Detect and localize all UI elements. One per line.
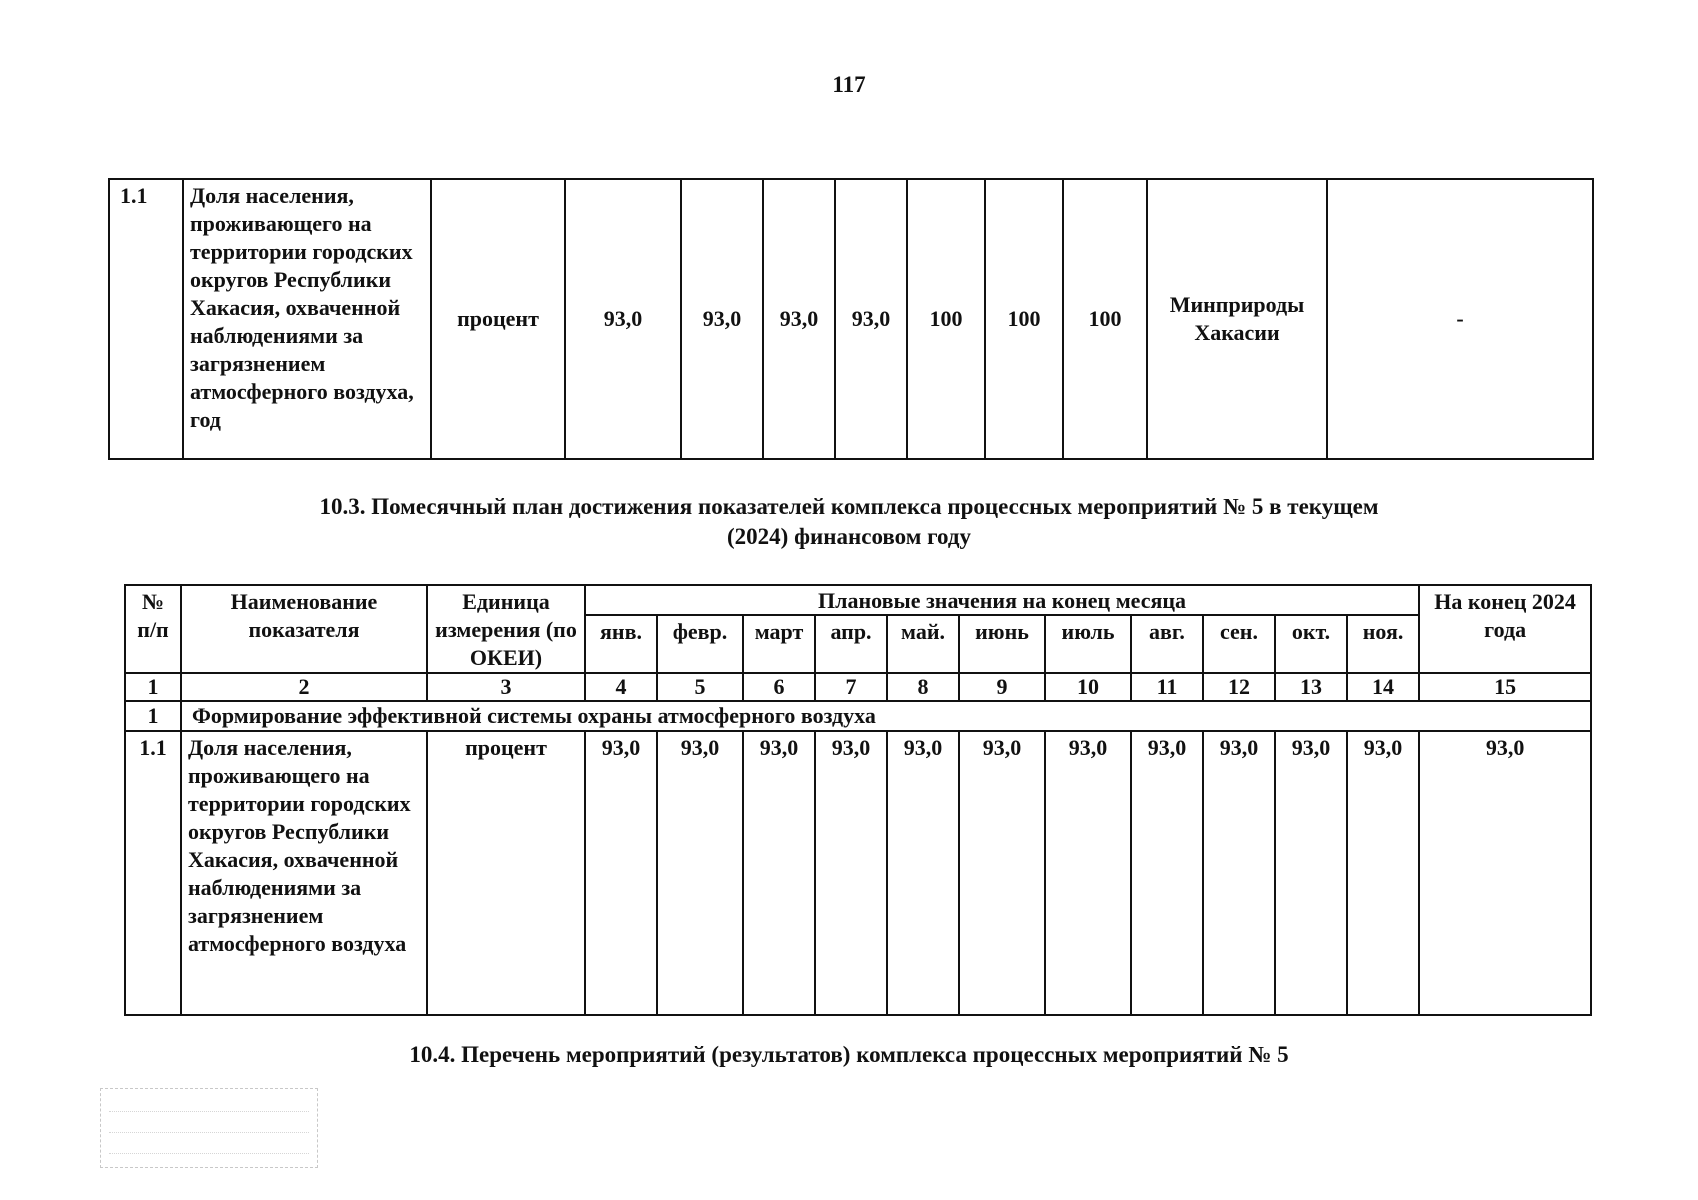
- stamp-line: [109, 1137, 309, 1154]
- value-cell: 100: [985, 179, 1063, 459]
- header-year-end: На конец 2024 года: [1419, 585, 1591, 673]
- value-cell: 93,0: [681, 179, 763, 459]
- column-number: 11: [1131, 673, 1203, 701]
- column-number: 4: [585, 673, 657, 701]
- header-month: авг.: [1131, 615, 1203, 673]
- header-month: июнь: [959, 615, 1045, 673]
- section-number: 1: [125, 701, 181, 731]
- indicator-table-continuation: [108, 178, 1594, 460]
- column-number: 15: [1419, 673, 1591, 701]
- stamp-line: [109, 1095, 309, 1112]
- section-title-line: (2024) финансовом году: [727, 524, 971, 549]
- value-cell: 93,0: [835, 179, 907, 459]
- month-value: 93,0: [585, 731, 657, 1015]
- header-month: окт.: [1275, 615, 1347, 673]
- responsible-cell: Минприроды Хакасии: [1147, 179, 1327, 459]
- header-month: янв.: [585, 615, 657, 673]
- unit-cell: процент: [427, 731, 585, 1015]
- stamp-line: [109, 1116, 309, 1133]
- header-num: № п/п: [125, 585, 181, 673]
- month-value: 93,0: [887, 731, 959, 1015]
- column-number: 6: [743, 673, 815, 701]
- column-number: 2: [181, 673, 427, 701]
- indicator-name: Доля населения, проживающего на территории городских округов Республики Хакасия, охваченной наблюдениями за загрязнением атмосферного воздуха: [181, 731, 427, 1015]
- month-value: 93,0: [657, 731, 743, 1015]
- row-number: 1.1: [125, 731, 181, 1015]
- header-month: ноя.: [1347, 615, 1419, 673]
- table-row: [109, 179, 1593, 459]
- value-cell: 100: [907, 179, 985, 459]
- column-number: 7: [815, 673, 887, 701]
- section-title-10-3: [0, 492, 1698, 552]
- header-unit: Единица измерения (по ОКЕИ): [427, 585, 585, 673]
- header-month: июль: [1045, 615, 1131, 673]
- header-planned-values: Плановые значения на конец месяца: [585, 585, 1419, 615]
- page-number: 117: [832, 72, 866, 97]
- note-cell: -: [1327, 179, 1593, 459]
- month-value: 93,0: [815, 731, 887, 1015]
- month-value: 93,0: [1347, 731, 1419, 1015]
- header-month: апр.: [815, 615, 887, 673]
- column-numbers-row: [125, 673, 1591, 701]
- header-month: май.: [887, 615, 959, 673]
- month-value: 93,0: [959, 731, 1045, 1015]
- header-month: сен.: [1203, 615, 1275, 673]
- column-number: 1: [125, 673, 181, 701]
- column-number: 12: [1203, 673, 1275, 701]
- monthly-plan-table: [124, 584, 1592, 1016]
- header-row: [125, 585, 1591, 615]
- column-number: 5: [657, 673, 743, 701]
- month-value: 93,0: [1045, 731, 1131, 1015]
- month-value: 93,0: [1203, 731, 1275, 1015]
- section-title-line: 10.3. Помесячный план достижения показателей комплекса процессных мероприятий № 5 в текущем: [319, 494, 1379, 519]
- section-name: Формирование эффективной системы охраны атмосферного воздуха: [181, 701, 1591, 731]
- section-title-10-4: 10.4. Перечень мероприятий (результатов) комплекса процессных мероприятий № 5: [409, 1042, 1289, 1067]
- year-end-value: 93,0: [1419, 731, 1591, 1015]
- section-row: [125, 701, 1591, 731]
- column-number: 8: [887, 673, 959, 701]
- month-value: 93,0: [1275, 731, 1347, 1015]
- electronic-signature-stamp: [100, 1088, 318, 1168]
- value-cell: 93,0: [565, 179, 681, 459]
- column-number: 9: [959, 673, 1045, 701]
- column-number: 10: [1045, 673, 1131, 701]
- column-number: 14: [1347, 673, 1419, 701]
- header-name: Наименование показателя: [181, 585, 427, 673]
- column-number: 3: [427, 673, 585, 701]
- row-number: 1.1: [109, 179, 183, 459]
- month-value: 93,0: [1131, 731, 1203, 1015]
- indicator-name: Доля населения, проживающего на территории городских округов Республики Хакасия, охваченной наблюдениями за загрязнением атмосферного воздуха, год: [183, 179, 431, 459]
- value-cell: 93,0: [763, 179, 835, 459]
- header-month: февр.: [657, 615, 743, 673]
- value-cell: 100: [1063, 179, 1147, 459]
- month-value: 93,0: [743, 731, 815, 1015]
- column-number: 13: [1275, 673, 1347, 701]
- table-row: [125, 731, 1591, 1015]
- header-month: март: [743, 615, 815, 673]
- unit-cell: процент: [431, 179, 565, 459]
